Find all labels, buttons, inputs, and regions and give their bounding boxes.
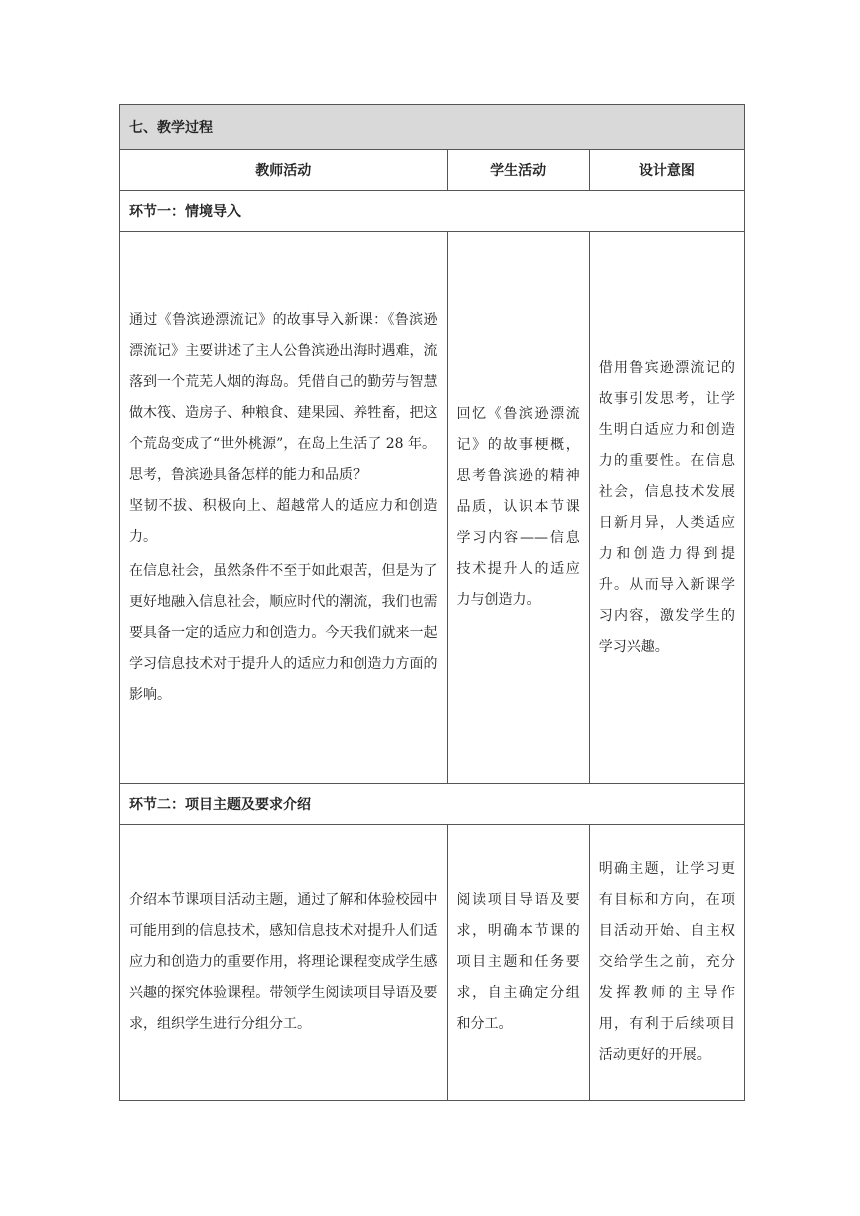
stage-2-title: 环节二：项目主题及要求介绍 <box>120 784 745 825</box>
section-title-row <box>120 105 745 150</box>
stage-2-content-row <box>120 825 745 1101</box>
header-design-intent: 设计意图 <box>589 150 744 191</box>
stage-2-teacher-paragraph: 介绍本节课项目活动主题，通过了解和体验校园中可能用到的信息技术，感知信息技术对提升人们适应力和创造力的重要作用，将理论课程变成学生感兴趣的探究体验课程。带领学生阅读项目导语及要求，组织学生进行分组分工。 <box>129 892 438 1032</box>
stage-2-design-text: 明确主题，让学习更有目标和方向，在项目活动开始、自主权交给学生之前，充分发挥教师的主导作用，有利于后续项目活动更好的开展。 <box>598 861 735 1063</box>
stage-2-student-text: 阅读项目导语及要求，明确本节课的项目主题和任务要求，自主确定分组和分工。 <box>456 892 580 1032</box>
header-teacher-activity: 教师活动 <box>120 150 448 191</box>
stage-2-design-cell <box>589 825 744 1101</box>
stage-1-content-row <box>120 232 745 784</box>
stage-1-student-cell <box>447 232 589 784</box>
header-student-activity: 学生活动 <box>447 150 589 191</box>
stage-1-design-cell <box>589 232 744 784</box>
teaching-process-table <box>119 104 745 1101</box>
stage-1-title: 环节一：情境导入 <box>120 191 745 232</box>
section-title: 七、教学过程 <box>120 105 745 150</box>
stage-2-student-cell <box>447 825 589 1101</box>
stage-1-teacher-paragraph: 坚韧不拔、积极向上、超越常人的适应力和创造力。 <box>129 497 438 545</box>
stage-2-teacher-cell <box>120 825 448 1101</box>
stage-2-title-row <box>120 784 745 825</box>
column-header-row <box>120 150 745 191</box>
stage-1-student-text: 回忆《鲁滨逊漂流记》的故事梗概，思考鲁滨逊的精神品质，认识本节课学习内容——信息技术提升人的适应力与创造力。 <box>456 406 580 608</box>
stage-1-teacher-paragraph: 思考，鲁滨逊具备怎样的能力和品质？ <box>129 466 367 483</box>
stage-1-teacher-cell <box>120 232 448 784</box>
stage-1-design-text: 借用鲁宾逊漂流记的故事引发思考，让学生明白适应力和创造力的重要性。在信息社会，信息技术发展日新月异，人类适应力和创造力得到提升。从而导入新课学习内容，激发学生的学习兴趣。 <box>598 359 735 655</box>
stage-1-title-row <box>120 191 745 232</box>
stage-1-teacher-paragraph: 在信息社会，虽然条件不至于如此艰苦，但是为了更好地融入信息社会，顺应时代的潮流，我们也需要具备一定的适应力和创造力。今天我们就来一起学习信息技术对于提升人的适应力和创造力方面的影响。 <box>129 562 438 703</box>
stage-1-teacher-paragraph: 通过《鲁滨逊漂流记》的故事导入新课：《鲁滨逊漂流记》主要讲述了主人公鲁滨逊出海时遇难，流落到一个荒芜人烟的海岛。凭借自己的勤劳与智慧做木筏、造房子、种粮食、建果园、养牲畜，把这个荒岛变成了“世外桃源”，在岛上生活了 28 年。 <box>129 311 438 452</box>
